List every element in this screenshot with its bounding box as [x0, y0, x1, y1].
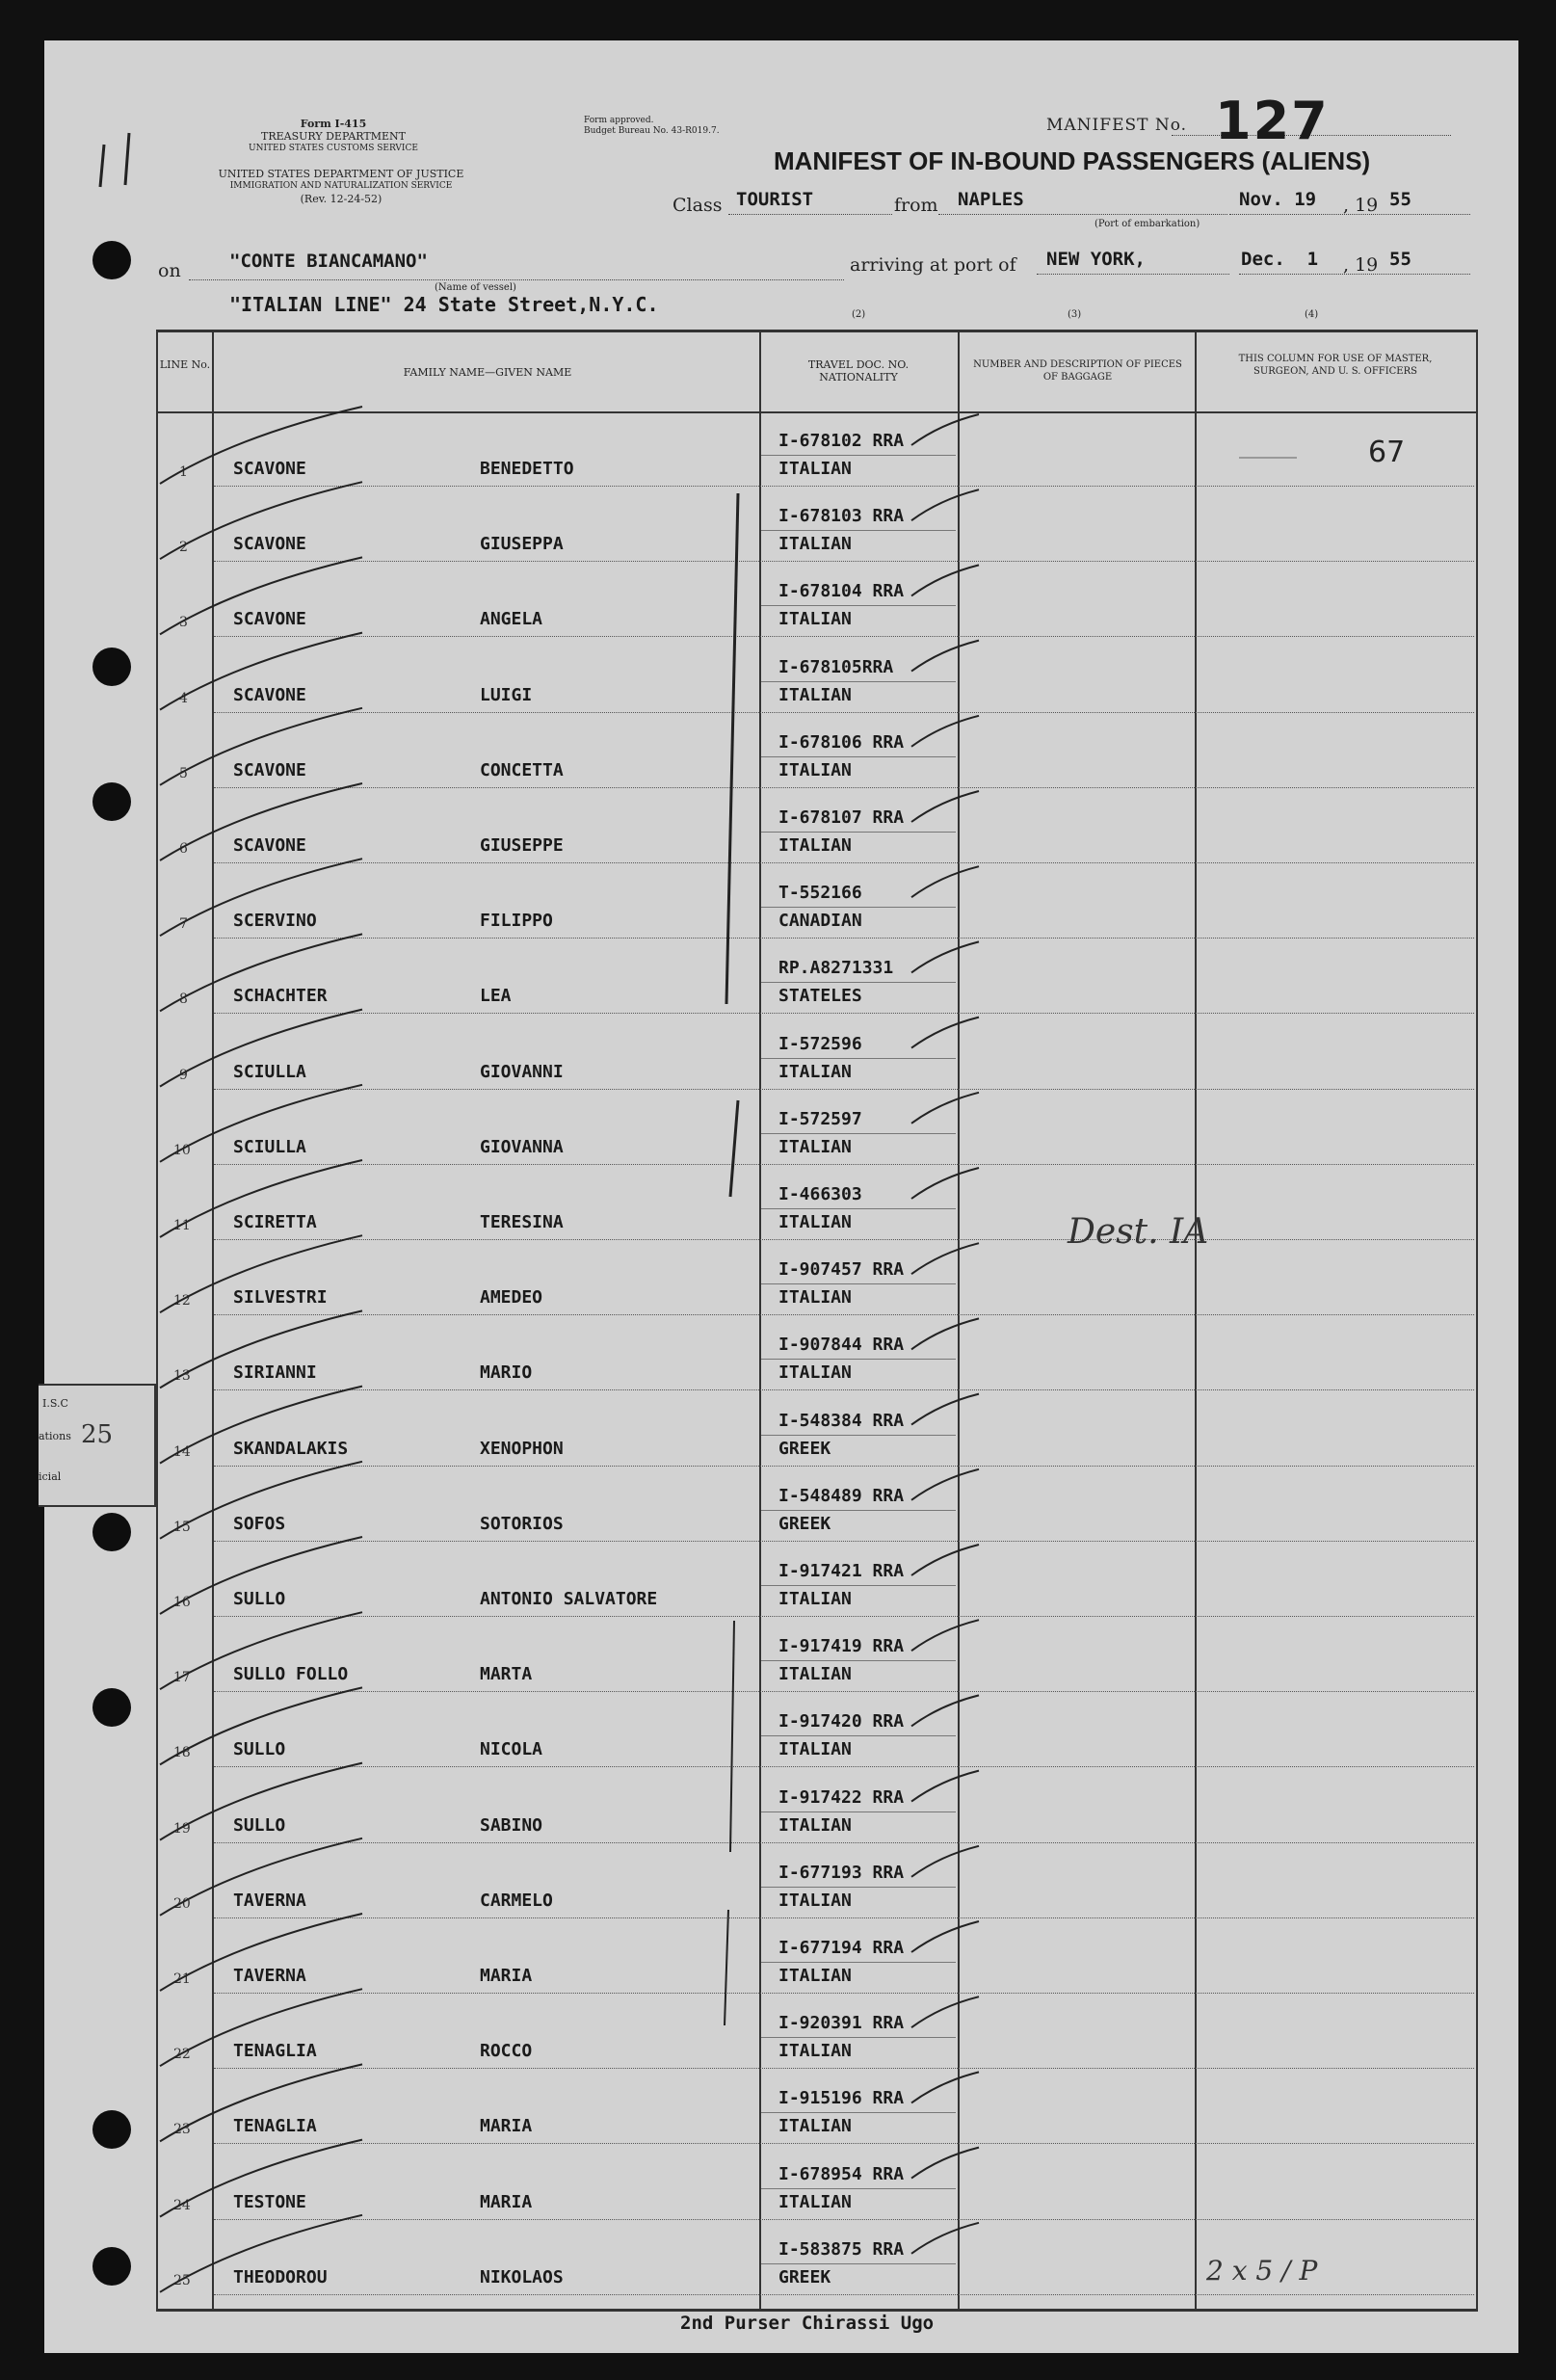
line-number: 19: [173, 1820, 191, 1837]
col-2-marker: (2): [852, 309, 866, 320]
arriving-label: arriving at port of: [850, 254, 1016, 276]
departure-year: 55: [1389, 189, 1411, 210]
family-name: THEODOROU: [233, 2266, 328, 2287]
line-check-mark: [160, 482, 362, 559]
travel-doc-number: I-915196 RRA: [778, 2088, 905, 2109]
travel-doc-number: I-678105RRA: [778, 656, 894, 677]
family-name: SCAVONE: [233, 759, 306, 780]
pen-marks: [44, 40, 1518, 2353]
nationality: ITALIAN: [778, 2191, 852, 2212]
form-approved: Form approved.: [584, 116, 654, 125]
travel-doc-number: I-678104 RRA: [778, 581, 905, 602]
doc-check-mark: [911, 716, 979, 747]
family-name: SULLO: [233, 1739, 286, 1760]
given-name: MARIO: [480, 1362, 533, 1384]
officer-note: 67: [1368, 436, 1406, 469]
col-header-officers: THIS COLUMN FOR USE OF MASTER, SURGEON, AND U. S. OFFICERS: [1238, 354, 1433, 377]
travel-doc-number: T-552166: [778, 883, 862, 904]
travel-doc-number: I-572596: [778, 1033, 862, 1054]
travel-doc-number: I-917419 RRA: [778, 1636, 905, 1657]
line-number: 1: [179, 464, 188, 480]
baggage-note: Dest. IA: [1068, 1212, 1209, 1252]
margin-box-line3: icial: [39, 1470, 62, 1483]
family-name: SCHACHTER: [233, 986, 328, 1007]
family-name: SULLO: [233, 1814, 286, 1836]
line-address: "ITALIAN LINE" 24 State Street,N.Y.C.: [229, 293, 659, 316]
line-check-mark: [160, 1763, 362, 1840]
nationality: GREEK: [778, 1438, 831, 1459]
given-name: ROCCO: [480, 2041, 533, 2062]
arrival-year-prefix: , 19: [1343, 254, 1379, 276]
given-name: BENEDETTO: [480, 459, 574, 479]
nationality: ITALIAN: [778, 1890, 852, 1911]
nationality: ITALIAN: [778, 1061, 852, 1082]
line-check-mark: [160, 1010, 362, 1087]
nationality: ITALIAN: [778, 759, 852, 780]
travel-doc-number: I-678106 RRA: [778, 731, 905, 753]
line-number: 3: [179, 615, 188, 631]
line-number: 12: [173, 1293, 191, 1309]
family-name: TAVERNA: [233, 1966, 306, 1986]
nationality: STATELES: [778, 986, 862, 1007]
given-name: XENOPHON: [480, 1438, 564, 1459]
vertical-bracket: [730, 1100, 738, 1197]
doc-check-mark: [911, 414, 979, 445]
vertical-bracket: [730, 1621, 734, 1852]
travel-doc-number: I-677194 RRA: [778, 1938, 905, 1958]
line-number: 8: [179, 992, 188, 1008]
given-name: NIKOLAOS: [480, 2266, 564, 2287]
line-check-mark: [160, 2215, 362, 2292]
doc-check-mark: [911, 866, 979, 897]
nationality: GREEK: [778, 2266, 831, 2287]
line-check-mark: [160, 1838, 362, 1916]
travel-doc-number: I-678102 RRA: [778, 431, 905, 451]
travel-doc-number: I-678954 RRA: [778, 2163, 905, 2184]
line-number: 15: [173, 1519, 191, 1535]
doc-check-mark: [911, 1846, 979, 1877]
customs-service: UNITED STATES CUSTOMS SERVICE: [249, 144, 418, 153]
arrival-date: Dec. 1: [1241, 249, 1319, 270]
line-number: 7: [179, 916, 188, 933]
line-check-mark: [160, 1235, 362, 1312]
justice-dept: UNITED STATES DEPARTMENT OF JUSTICE: [218, 168, 464, 180]
line-check-mark: [160, 934, 362, 1011]
travel-doc-number: I-548384 RRA: [778, 1410, 905, 1431]
line-check-mark: [160, 1462, 362, 1539]
doc-check-mark: [911, 641, 979, 672]
arrival-year: 55: [1389, 249, 1411, 270]
department: TREASURY DEPARTMENT: [261, 130, 406, 143]
nationality: ITALIAN: [778, 1739, 852, 1760]
nationality: ITALIAN: [778, 1362, 852, 1384]
family-name: SCIULLA: [233, 1136, 306, 1157]
line-check-mark: [160, 2064, 362, 2141]
family-name: SCERVINO: [233, 911, 317, 932]
family-name: SILVESTRI: [233, 1287, 328, 1309]
manifest-number: 127: [1215, 91, 1330, 151]
family-name: SCAVONE: [233, 459, 306, 479]
doc-check-mark: [911, 1620, 979, 1651]
given-name: MARTA: [480, 1664, 533, 1685]
given-name: SOTORIOS: [480, 1513, 564, 1534]
given-name: LEA: [480, 986, 512, 1007]
line-number: 16: [173, 1595, 191, 1610]
line-check-mark: [160, 1387, 362, 1464]
travel-doc-number: I-572597: [778, 1108, 862, 1129]
travel-doc-number: I-548489 RRA: [778, 1485, 905, 1506]
doc-check-mark: [911, 1469, 979, 1500]
travel-doc-number: I-677193 RRA: [778, 1862, 905, 1883]
given-name: MARIA: [480, 2191, 533, 2212]
doc-check-mark: [911, 1318, 979, 1349]
line-number: 25: [173, 2272, 191, 2288]
travel-doc-number: I-917420 RRA: [778, 1711, 905, 1732]
budget-bureau: Budget Bureau No. 43-R019.7.: [584, 126, 720, 136]
given-name: CONCETTA: [480, 759, 564, 780]
doc-check-mark: [911, 1771, 979, 1802]
given-name: MARIA: [480, 1966, 533, 1986]
line-number: 18: [173, 1745, 191, 1761]
line-check-mark: [160, 1085, 362, 1162]
nationality: ITALIAN: [778, 1966, 852, 1986]
vessel-note: (Name of vessel): [435, 282, 516, 293]
doc-check-mark: [911, 1394, 979, 1425]
revision: (Rev. 12-24-52): [300, 193, 382, 205]
given-name: NICOLA: [480, 1739, 543, 1760]
line-check-mark: [160, 557, 362, 634]
family-name: TAVERNA: [233, 1890, 306, 1911]
family-name: SCAVONE: [233, 835, 306, 856]
given-name: CARMELO: [480, 1890, 553, 1911]
nationality: ITALIAN: [778, 1589, 852, 1609]
nationality: ITALIAN: [778, 609, 852, 630]
given-name: AMEDEO: [480, 1287, 543, 1309]
col-header-name: FAMILY NAME—GIVEN NAME: [403, 366, 572, 379]
line-number: 22: [173, 2047, 191, 2063]
line-check-mark: [160, 1310, 362, 1388]
nationality: ITALIAN: [778, 534, 852, 555]
nationality: ITALIAN: [778, 1664, 852, 1685]
line-number: 13: [173, 1368, 191, 1385]
nationality: ITALIAN: [778, 459, 852, 479]
on-label: on: [158, 260, 181, 281]
travel-doc-number: RP.A8271331: [778, 958, 894, 979]
manifest-label: MANIFEST No.: [1046, 116, 1188, 135]
nationality: ITALIAN: [778, 2041, 852, 2062]
family-name: TENAGLIA: [233, 2041, 317, 2062]
given-name: ANGELA: [480, 609, 543, 630]
from-label: from: [894, 195, 938, 216]
line-number: 4: [179, 690, 188, 706]
doc-check-mark: [911, 565, 979, 595]
line-number: 2: [179, 540, 188, 556]
given-name: SABINO: [480, 1814, 543, 1836]
doc-check-mark: [911, 1997, 979, 2027]
arrival-port: NEW YORK,: [1046, 249, 1146, 270]
given-name: ANTONIO SALVATORE: [480, 1589, 658, 1609]
line-number: 20: [173, 1895, 191, 1912]
nationality: ITALIAN: [778, 1814, 852, 1836]
family-name: SCAVONE: [233, 609, 306, 630]
depart-year-prefix: , 19: [1343, 195, 1379, 216]
line-check-mark: [160, 1160, 362, 1237]
line-check-mark: [160, 859, 362, 936]
family-name: SCAVONE: [233, 684, 306, 705]
line-number: 6: [179, 841, 188, 857]
given-name: GIUSEPPA: [480, 534, 564, 555]
family-name: TENAGLIA: [233, 2116, 317, 2137]
line-check-mark: [160, 2140, 362, 2217]
doc-check-mark: [911, 791, 979, 822]
family-name: SOFOS: [233, 1513, 286, 1534]
doc-check-mark: [911, 2148, 979, 2179]
margin-box-value: 25: [81, 1420, 114, 1449]
line-number: 24: [173, 2197, 191, 2213]
line-check-mark: [160, 1537, 362, 1614]
doc-check-mark: [911, 1093, 979, 1124]
family-name: SIRIANNI: [233, 1362, 317, 1384]
manifest-title: MANIFEST OF IN-BOUND PASSENGERS (ALIENS): [774, 146, 1371, 175]
doc-check-mark: [911, 2223, 979, 2254]
doc-check-mark: [911, 489, 979, 520]
class-value: TOURIST: [736, 189, 814, 210]
embark-note: (Port of embarkation): [1094, 219, 1200, 229]
line-number: 11: [173, 1218, 191, 1233]
nationality: CANADIAN: [778, 911, 862, 932]
doc-check-mark: [911, 1018, 979, 1048]
margin-box-line1: I.S.C: [42, 1397, 68, 1410]
doc-check-mark: [911, 941, 979, 972]
given-name: TERESINA: [480, 1212, 564, 1232]
nationality: ITALIAN: [778, 1287, 852, 1309]
class-label: Class: [673, 195, 723, 216]
travel-doc-number: I-678107 RRA: [778, 807, 905, 828]
col-3-marker: (3): [1068, 309, 1082, 320]
vertical-bracket: [726, 493, 738, 1004]
line-number: 5: [179, 765, 188, 781]
line-check-mark: [160, 1914, 362, 1991]
vessel-name: "CONTE BIANCAMANO": [229, 251, 428, 272]
bottom-note: 2 x 5 / P: [1206, 2255, 1318, 2287]
travel-doc-number: I-917421 RRA: [778, 1561, 905, 1581]
nationality: ITALIAN: [778, 1212, 852, 1232]
line-check-mark: [160, 633, 362, 710]
doc-check-mark: [911, 1921, 979, 1952]
departure-date: Nov. 19: [1239, 189, 1317, 210]
doc-check-mark: [911, 2072, 979, 2102]
family-name: SCIRETTA: [233, 1212, 317, 1232]
travel-doc-number: I-466303: [778, 1184, 862, 1204]
line-number: 17: [173, 1670, 191, 1686]
doc-check-mark: [911, 1168, 979, 1199]
given-name: GIOVANNA: [480, 1136, 564, 1157]
travel-doc-number: I-678103 RRA: [778, 506, 905, 527]
manifest-sheet: [39, 40, 1518, 2353]
line-number: 9: [179, 1067, 188, 1083]
line-check-mark: [160, 1989, 362, 2066]
nationality: ITALIAN: [778, 2116, 852, 2137]
doc-check-mark: [911, 1545, 979, 1575]
travel-doc-number: I-917422 RRA: [778, 1786, 905, 1808]
doc-check-mark: [911, 1243, 979, 1274]
travel-doc-number: I-907457 RRA: [778, 1259, 905, 1281]
given-name: MARIA: [480, 2116, 533, 2137]
line-check-mark: [160, 1687, 362, 1764]
line-number: 14: [173, 1443, 191, 1460]
col-header-baggage: NUMBER AND DESCRIPTION OF PIECES OF BAGGAGE: [973, 359, 1182, 383]
purser-signature: 2nd Purser Chirassi Ugo: [680, 2313, 935, 2334]
line-check-mark: [160, 1612, 362, 1689]
travel-doc-number: I-907844 RRA: [778, 1335, 905, 1356]
family-name: SULLO FOLLO: [233, 1664, 349, 1685]
line-number: 10: [173, 1142, 191, 1158]
col-header-line-no: LINE No.: [159, 358, 211, 371]
col-header-travel-doc: TRAVEL DOC. NO. NATIONALITY: [807, 358, 910, 383]
family-name: SULLO: [233, 1589, 286, 1609]
family-name: SCIULLA: [233, 1061, 306, 1082]
nationality: ITALIAN: [778, 1136, 852, 1157]
family-name: TESTONE: [233, 2191, 306, 2212]
given-name: GIOVANNI: [480, 1061, 564, 1082]
given-name: LUIGI: [480, 684, 533, 705]
form-number: Form I-415: [300, 118, 367, 130]
embarkation-port: NAPLES: [958, 189, 1024, 210]
vertical-bracket: [725, 1910, 728, 2025]
given-name: FILIPPO: [480, 911, 553, 932]
line-check-mark: [160, 783, 362, 860]
nationality: ITALIAN: [778, 835, 852, 856]
line-number: 23: [173, 2122, 191, 2138]
immigration-service: IMMIGRATION AND NATURALIZATION SERVICE: [229, 181, 453, 191]
corner-mark: [100, 133, 129, 187]
col-4-marker: (4): [1305, 309, 1319, 320]
line-check-mark: [160, 407, 362, 484]
family-name: SCAVONE: [233, 534, 306, 555]
nationality: GREEK: [778, 1513, 831, 1534]
travel-doc-number: I-920391 RRA: [778, 2013, 905, 2034]
margin-box-line2: ations: [39, 1430, 71, 1442]
line-check-mark: [160, 708, 362, 785]
nationality: ITALIAN: [778, 684, 852, 705]
doc-check-mark: [911, 1695, 979, 1726]
family-name: SKANDALAKIS: [233, 1438, 349, 1459]
line-number: 21: [173, 1971, 191, 1987]
given-name: GIUSEPPE: [480, 835, 564, 856]
travel-doc-number: I-583875 RRA: [778, 2238, 905, 2260]
